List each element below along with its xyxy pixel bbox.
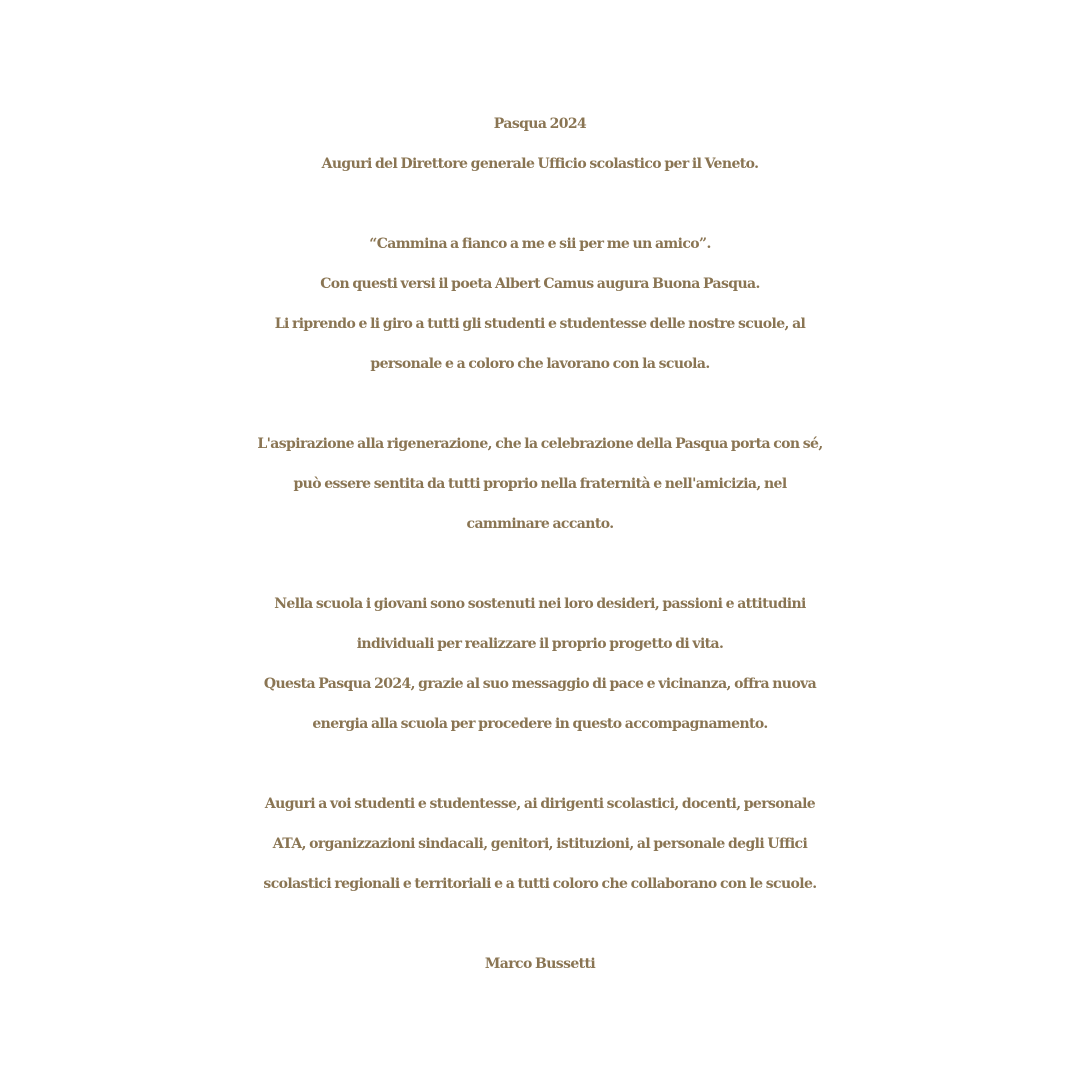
school-paragraph xyxy=(0,584,1080,744)
signature-block xyxy=(0,944,1080,984)
page-subtitle: Auguri del Direttore generale Ufficio scolastico per il Veneto. xyxy=(321,156,759,172)
paragraph-spacer xyxy=(0,184,1080,224)
paragraph-line: Auguri a voi studenti e studentesse, ai dirigenti scolastici, docenti, personale xyxy=(264,796,816,812)
paragraph-spacer xyxy=(0,384,1080,424)
paragraph-spacer xyxy=(0,904,1080,944)
greetings-paragraph xyxy=(0,784,1080,904)
paragraph-line: L'aspirazione alla rigenerazione, che la celebrazione della Pasqua porta con sé, xyxy=(257,436,823,452)
paragraph-line: camminare accanto. xyxy=(466,516,614,532)
page-title: Pasqua 2024 xyxy=(493,116,587,132)
signature: Marco Bussetti xyxy=(484,956,596,972)
paragraph-line: Nella scuola i giovani sono sostenuti nei loro desideri, passioni e attitudini xyxy=(274,596,806,612)
paragraph-spacer xyxy=(0,544,1080,584)
paragraph-line: energia alla scuola per procedere in questo accompagnamento. xyxy=(312,716,768,732)
paragraph-line: scolastici regionali e territoriali e a tutti coloro che collaborano con le scuole. xyxy=(263,876,817,892)
quote-line: “Cammina a fianco a me e sii per me un amico”. xyxy=(369,236,711,252)
easter-message xyxy=(0,104,1080,984)
rigeneration-paragraph xyxy=(0,424,1080,544)
paragraph-spacer xyxy=(0,744,1080,784)
paragraph-line: ATA, organizzazioni sindacali, genitori, istituzioni, al personale degli Uffici xyxy=(272,836,808,852)
paragraph-line: Li riprendo e li giro a tutti gli studenti e studentesse delle nostre scuole, al xyxy=(274,316,806,332)
quote-paragraph xyxy=(0,224,1080,384)
paragraph-line: Con questi versi il poeta Albert Camus augura Buona Pasqua. xyxy=(320,276,760,292)
paragraph-line: può essere sentita da tutti proprio nella fraternità e nell'amicizia, nel xyxy=(293,476,787,492)
paragraph-line: Questa Pasqua 2024, grazie al suo messaggio di pace e vicinanza, offra nuova xyxy=(263,676,817,692)
heading-block xyxy=(0,104,1080,184)
paragraph-line: personale e a coloro che lavorano con la scuola. xyxy=(370,356,710,372)
paragraph-line: individuali per realizzare il proprio progetto di vita. xyxy=(356,636,724,652)
